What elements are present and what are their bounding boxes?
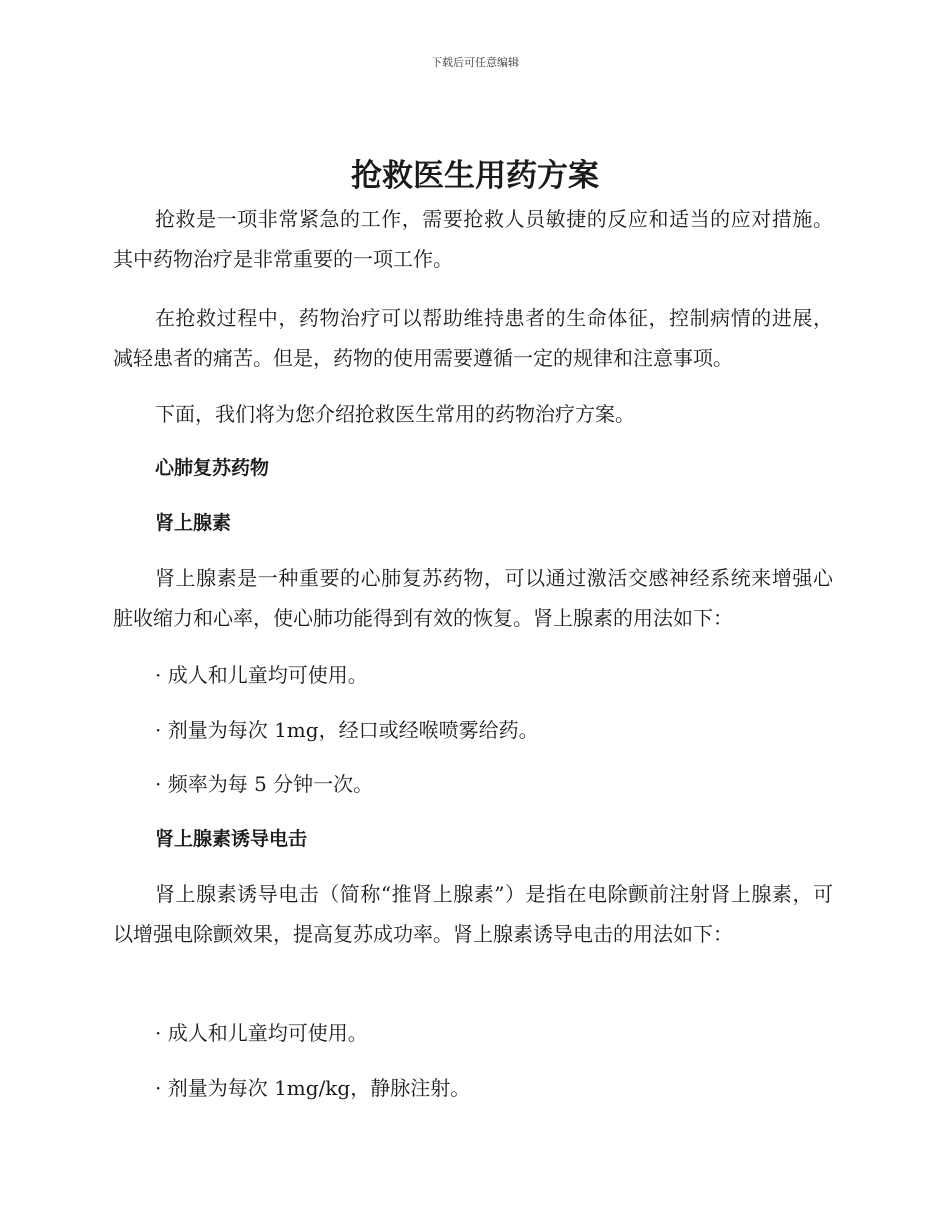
epinephrine-paragraph: 肾上腺素是一种重要的心肺复苏药物，可以通过激活交感神经系统来增强心脏收缩力和心率，使心肺功能得到有效的恢复。肾上腺素的用法如下： — [113, 566, 833, 630]
section-heading-cpr-drugs: 心肺复苏药物 — [155, 457, 270, 479]
intro-paragraph-2: 在抢救过程中，药物治疗可以帮助维持患者的生命体征，控制病情的进展，减轻患者的痛苦。但是，药物的使用需要遵循一定的规律和注意事项。 — [113, 306, 833, 370]
subsection-heading-epinephrine: 肾上腺素 — [155, 512, 232, 534]
intro-paragraph-1: 抢救是一项非常紧急的工作，需要抢救人员敏捷的反应和适当的应对措施。其中药物治疗是非常重要的一项工作。 — [113, 207, 833, 271]
subsection-heading-epinephrine-shock: 肾上腺素诱导电击 — [155, 828, 308, 850]
epinephrine-shock-bullet-1: · 成人和儿童均可使用。 — [155, 1021, 368, 1045]
intro-paragraph-3: 下面，我们将为您介绍抢救医生常用的药物治疗方案。 — [155, 402, 635, 426]
epinephrine-bullet-1: · 成人和儿童均可使用。 — [155, 663, 368, 687]
epinephrine-shock-bullet-2: · 剂量为每次 1mg/kg，静脉注射。 — [155, 1076, 471, 1100]
epinephrine-bullet-2: · 剂量为每次 1mg，经口或经喉喷雾给药。 — [155, 718, 539, 742]
page-header-note: 下载后可任意编辑 — [431, 56, 519, 69]
epinephrine-bullet-3: · 频率为每 5 分钟一次。 — [155, 772, 374, 796]
epinephrine-shock-paragraph: 肾上腺素诱导电击（简称“推肾上腺素”）是指在电除颤前注射肾上腺素，可以增强电除颤效果，提高复苏成功率。肾上腺素诱导电击的用法如下： — [113, 882, 833, 946]
document-title: 抢救医生用药方案 — [351, 158, 599, 194]
